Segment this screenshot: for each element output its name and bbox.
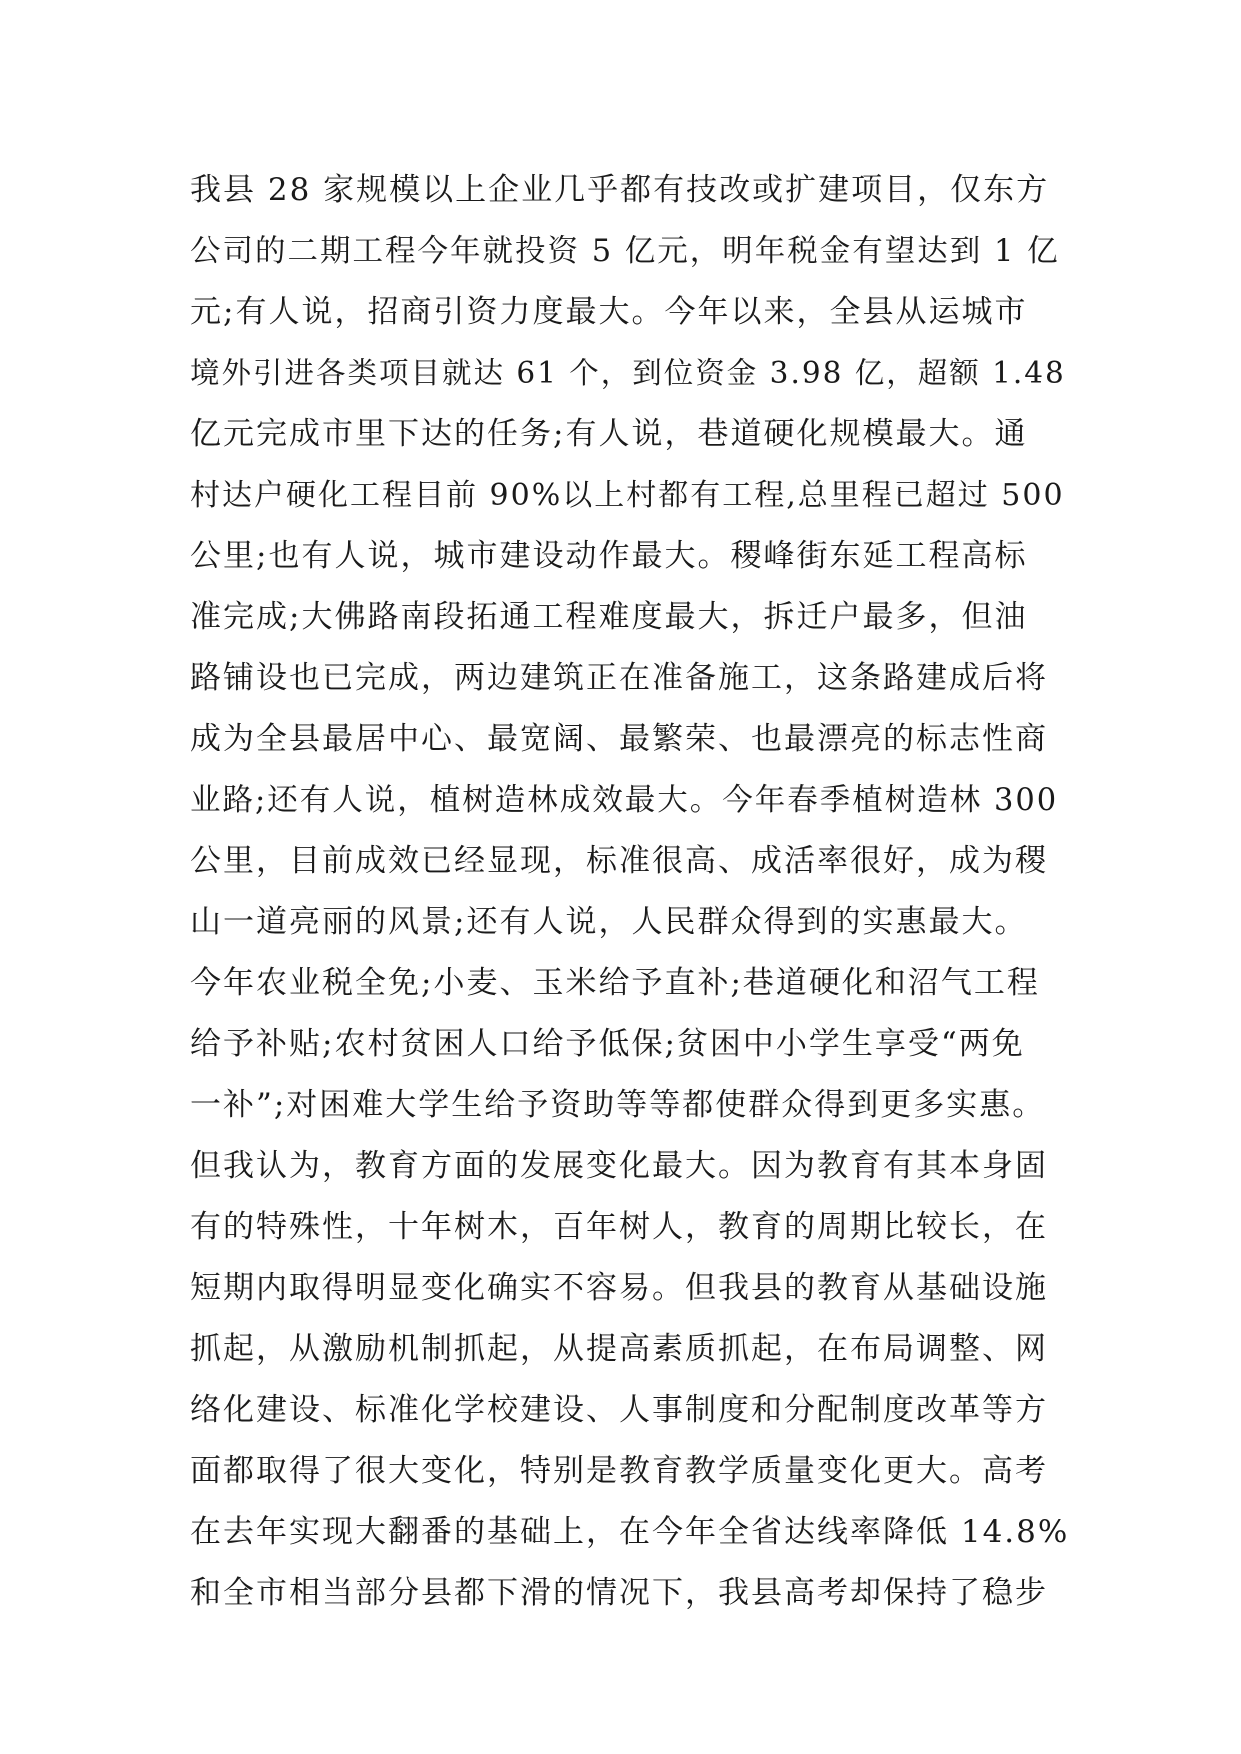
text-line-9: 路铺设也已完成，两边建筑正在准备施工，这条路建成后将 (190, 660, 1048, 696)
text-line-24: 和全市相当部分县都下滑的情况下，我县高考却保持了稳步 (190, 1575, 1048, 1611)
text-line-2: 公司的二期工程今年就投资 5 亿元，明年税金有望达到 1 亿 (190, 234, 1060, 269)
text-line-22: 面都取得了很大变化，特别是教育教学质量变化更大。高考 (190, 1453, 1048, 1489)
text-line-18: 有的特殊性，十年树木，百年树人，教育的周期比较长，在 (190, 1209, 1048, 1245)
text-line-5: 亿元完成市里下达的任务;有人说，巷道硬化规模最大。通 (190, 416, 1028, 452)
text-line-6: 村达户硬化工程目前 90%以上村都有工程,总里程已超过 500 (190, 478, 1065, 513)
body-text (190, 160, 1070, 1624)
text-line-7: 公里;也有人说，城市建设动作最大。稷峰街东延工程高标 (190, 538, 1028, 574)
text-line-8: 准完成;大佛路南段拓通工程难度最大，拆迁户最多，但油 (190, 599, 1028, 635)
text-line-20: 抓起，从激励机制抓起，从提高素质抓起，在布局调整、网 (190, 1331, 1048, 1367)
text-line-21: 络化建设、标准化学校建设、人事制度和分配制度改革等方 (190, 1392, 1048, 1428)
text-line-10: 成为全县最居中心、最宽阔、最繁荣、也最漂亮的标志性商 (190, 721, 1048, 757)
text-line-13: 山一道亮丽的风景;还有人说，人民群众得到的实惠最大。 (190, 904, 1028, 940)
text-line-12: 公里，目前成效已经显现，标准很高、成活率很好，成为稷 (190, 843, 1048, 879)
text-line-11: 业路;还有人说，植树造林成效最大。今年春季植树造林 300 (190, 783, 1059, 818)
text-line-19: 短期内取得明显变化确实不容易。但我县的教育从基础设施 (190, 1270, 1048, 1306)
text-line-4: 境外引进各类项目就达 61 个，到位资金 3.98 亿，超额 1.48 (190, 356, 1066, 390)
text-line-1: 我县 28 家规模以上企业几乎都有技改或扩建项目，仅东方 (190, 172, 1050, 208)
text-line-14: 今年农业税全免;小麦、玉米给予直补;巷道硬化和沼气工程 (190, 965, 1040, 1001)
text-line-3: 元;有人说，招商引资力度最大。今年以来，全县从运城市 (190, 294, 1028, 330)
text-line-17: 但我认为，教育方面的发展变化最大。因为教育有其本身固 (190, 1148, 1048, 1184)
text-line-15: 给予补贴;农村贫困人口给予低保;贫困中小学生享受“两免 (190, 1026, 1025, 1062)
text-line-23: 在去年实现大翻番的基础上，在今年全省达线率降低 14.8% (190, 1514, 1070, 1550)
text-line-16: 一补”;对困难大学生给予资助等等都使群众得到更多实惠。 (190, 1087, 1046, 1123)
